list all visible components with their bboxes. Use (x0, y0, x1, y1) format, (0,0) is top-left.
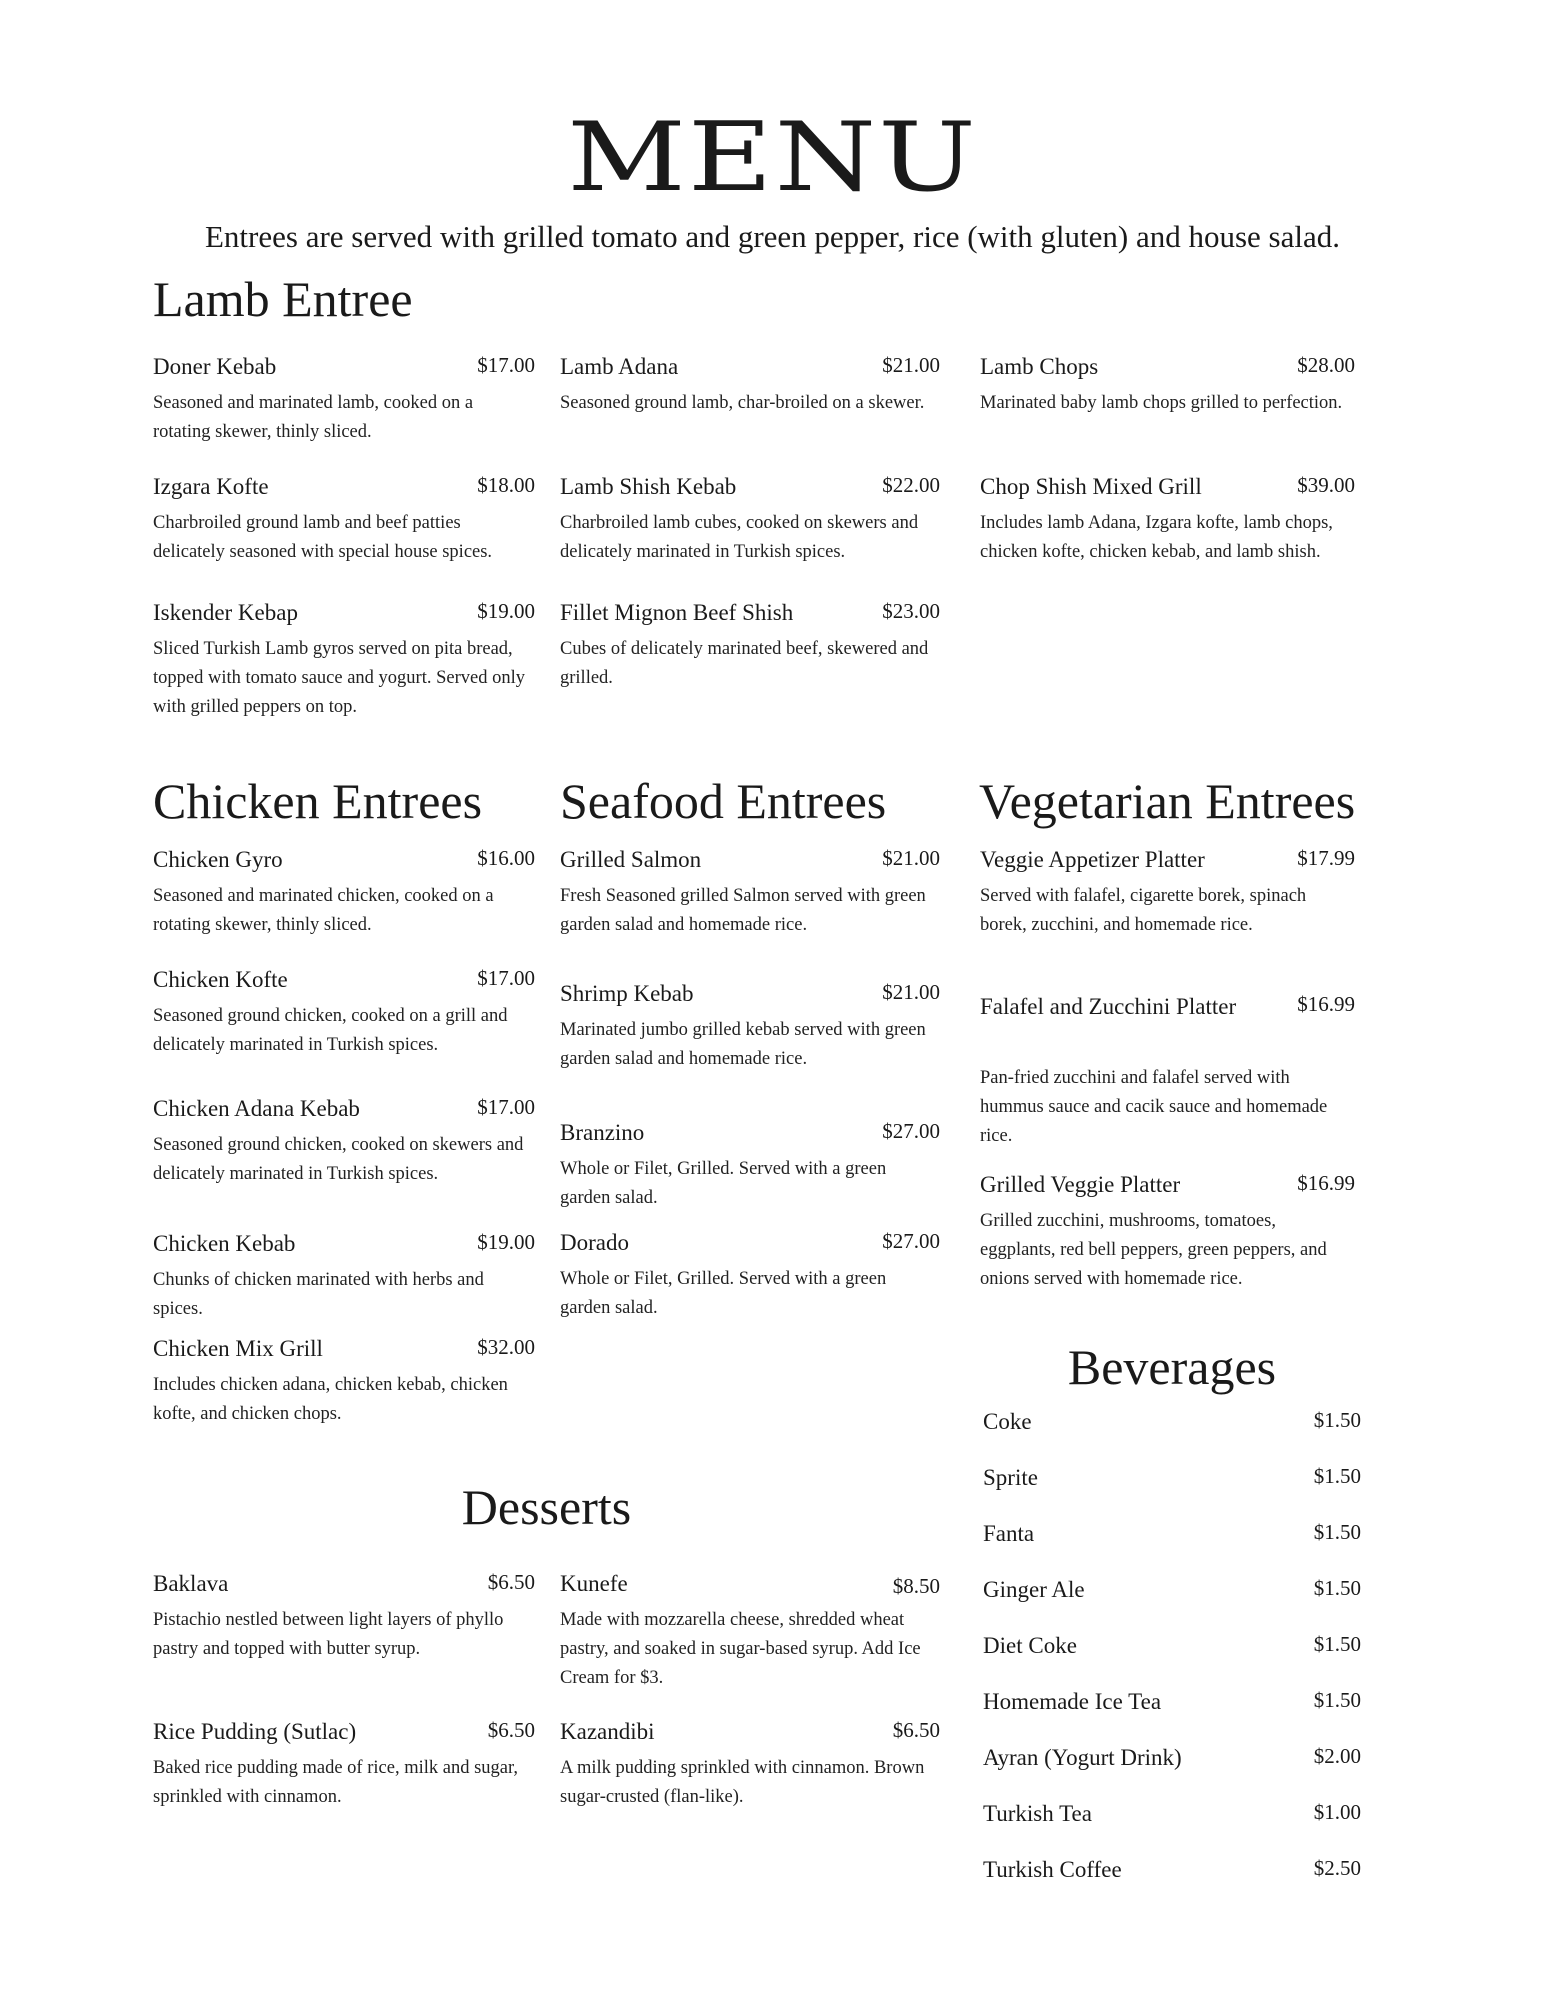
item-description: Whole or Filet, Grilled. Served with a green garden salad. (560, 1269, 887, 1318)
beverage-name: Sprite (983, 1465, 1038, 1490)
beverage-row (983, 1742, 1361, 1774)
menu-item-chicken-kebab (153, 1228, 535, 1324)
item-price: $32.00 (477, 1335, 535, 1359)
beverage-name: Turkish Coffee (983, 1857, 1122, 1882)
item-price: $17.99 (1297, 846, 1355, 870)
beverage-price: $1.50 (1313, 1464, 1361, 1488)
item-price: $17.00 (477, 353, 535, 377)
beverage-price: $1.00 (1313, 1800, 1361, 1824)
menu-item-chop-shish-mixed-grill (980, 471, 1355, 567)
item-price: $21.00 (882, 980, 940, 1004)
item-description: Chunks of chicken marinated with herbs and spices. (153, 1270, 484, 1319)
item-description: Sliced Turkish Lamb gyros served on pita bread, topped with tomato sauce and yogurt. Served only with grilled peppers on top. (153, 639, 525, 717)
menu-item-baklava (153, 1568, 535, 1664)
item-description: Seasoned and marinated chicken, cooked on a rotating skewer, thinly sliced. (153, 886, 494, 935)
item-price: $22.00 (882, 473, 940, 497)
item-price: $17.00 (477, 1095, 535, 1119)
item-description: Made with mozzarella cheese, shredded wheat pastry, and soaked in sugar-based syrup. Add Ice Cream for $3. (560, 1610, 921, 1688)
item-price: $23.00 (882, 599, 940, 623)
item-price: $28.00 (1297, 353, 1355, 377)
item-price: $16.99 (1297, 1171, 1355, 1195)
beverage-name: Turkish Tea (983, 1801, 1092, 1826)
item-name: Baklava (153, 1571, 229, 1596)
item-price: $21.00 (882, 846, 940, 870)
item-name: Kazandibi (560, 1719, 655, 1744)
beverage-row (983, 1518, 1361, 1550)
menu-item-dorado (560, 1227, 940, 1323)
menu-item-grilled-veggie-platter (980, 1169, 1355, 1294)
item-price: $6.50 (487, 1570, 535, 1594)
item-name: Grilled Salmon (560, 847, 702, 872)
item-description: Pistachio nestled between light layers of phyllo pastry and topped with butter syrup. (153, 1610, 504, 1659)
item-price: $19.00 (477, 599, 535, 623)
item-price: $17.00 (477, 966, 535, 990)
item-description: Grilled zucchini, mushrooms, tomatoes, eggplants, red bell peppers, green peppers, and onions served with homemade rice. (980, 1211, 1327, 1289)
menu-item-branzino (560, 1117, 940, 1213)
item-description: Marinated jumbo grilled kebab served with green garden salad and homemade rice. (560, 1020, 926, 1069)
beverage-row (983, 1686, 1361, 1718)
seafood-heading: Seafood Entrees (560, 773, 887, 829)
item-description: Seasoned ground chicken, cooked on skewers and delicately marinated in Turkish spices. (153, 1135, 524, 1184)
item-description: Marinated baby lamb chops grilled to perfection. (980, 393, 1343, 413)
item-description: Charbroiled ground lamb and beef patties delicately seasoned with special house spices. (153, 513, 493, 562)
item-price: $27.00 (882, 1229, 940, 1253)
menu-item-chicken-gyro (153, 844, 535, 940)
item-price: $6.50 (487, 1718, 535, 1742)
item-name: Chicken Mix Grill (153, 1336, 323, 1361)
item-description: Seasoned ground chicken, cooked on a grill and delicately marinated in Turkish spices. (153, 1006, 508, 1055)
menu-item-shrimp-kebab (560, 978, 940, 1074)
item-name: Branzino (560, 1120, 645, 1145)
menu-item-lamb-shish-kebab (560, 471, 940, 567)
item-name: Rice Pudding (Sutlac) (153, 1719, 357, 1744)
desserts-heading: Desserts (461, 1479, 632, 1535)
menu-item-izgara-kofte (153, 471, 535, 567)
menu-item-lamb-adana (560, 351, 940, 418)
beverage-name: Coke (983, 1409, 1032, 1434)
item-name: Chicken Gyro (153, 847, 283, 872)
item-description: Baked rice pudding made of rice, milk and sugar, sprinkled with cinnamon. (153, 1758, 519, 1807)
item-description: Fresh Seasoned grilled Salmon served with green garden salad and homemade rice. (560, 886, 926, 935)
chicken-heading: Chicken Entrees (153, 773, 483, 829)
item-name: Veggie Appetizer Platter (980, 847, 1205, 872)
beverage-row (983, 1574, 1361, 1606)
item-description: Whole or Filet, Grilled. Served with a green garden salad. (560, 1159, 887, 1208)
menu-item-chicken-kofte (153, 964, 535, 1060)
menu-item-kunefe (560, 1568, 940, 1693)
beverage-row (983, 1406, 1361, 1438)
menu-subtitle: Entrees are served with grilled tomato and green pepper, rice (with gluten) and house salad. (204, 219, 1340, 254)
item-description: Seasoned ground lamb, char-broiled on a skewer. (560, 393, 925, 413)
menu-item-veggie-appetizer-platter (980, 844, 1355, 940)
item-price: $16.00 (477, 846, 535, 870)
beverage-name: Diet Coke (983, 1633, 1077, 1658)
item-price: $18.00 (477, 473, 535, 497)
beverage-price: $1.50 (1313, 1688, 1361, 1712)
beverage-row (983, 1854, 1361, 1886)
item-price: $39.00 (1297, 473, 1355, 497)
item-name: Lamb Shish Kebab (560, 474, 737, 499)
item-name: Chicken Adana Kebab (153, 1096, 360, 1121)
item-description: Charbroiled lamb cubes, cooked on skewers and delicately marinated in Turkish spices. (560, 513, 919, 562)
beverage-price: $1.50 (1313, 1576, 1361, 1600)
item-description: Served with falafel, cigarette borek, spinach borek, zucchini, and homemade rice. (980, 886, 1307, 935)
item-name: Lamb Adana (560, 354, 679, 379)
menu-item-falafel-and-zucchini-platter (980, 990, 1355, 1151)
beverage-name: Ginger Ale (983, 1577, 1085, 1602)
menu-title: MENU (567, 102, 978, 213)
item-name: Kunefe (560, 1571, 628, 1596)
beverage-row (983, 1630, 1361, 1662)
item-name: Doner Kebab (153, 354, 277, 379)
menu-item-chicken-mix-grill (153, 1333, 535, 1429)
item-price: $6.50 (892, 1718, 940, 1742)
item-price: $27.00 (882, 1119, 940, 1143)
menu-item-fillet-mignon-beef-shish (560, 597, 940, 693)
item-price: $19.00 (477, 1230, 535, 1254)
item-description: Cubes of delicately marinated beef, skewered and grilled. (560, 639, 929, 688)
beverages-heading: Beverages (1067, 1339, 1277, 1395)
menu-item-doner-kebab (153, 351, 535, 447)
item-description: Pan-fried zucchini and falafel served with hummus sauce and cacik sauce and homemade rice. (980, 1068, 1328, 1146)
item-name: Lamb Chops (980, 354, 1099, 379)
beverage-price: $2.00 (1313, 1744, 1361, 1768)
beverage-price: $2.50 (1313, 1856, 1361, 1880)
item-description: Includes chicken adana, chicken kebab, chicken kofte, and chicken chops. (153, 1375, 508, 1424)
menu-item-lamb-chops (980, 351, 1355, 418)
lamb-heading: Lamb Entree (153, 271, 413, 327)
vegetarian-heading: Vegetarian Entrees (979, 773, 1356, 829)
item-name: Izgara Kofte (153, 474, 269, 499)
beverage-price: $1.50 (1313, 1408, 1361, 1432)
item-description: Seasoned and marinated lamb, cooked on a rotating skewer, thinly sliced. (153, 393, 474, 442)
menu-item-iskender-kebap (153, 597, 535, 722)
item-name: Grilled Veggie Platter (980, 1172, 1181, 1197)
menu-item-grilled-salmon (560, 844, 940, 940)
item-name: Chop Shish Mixed Grill (980, 474, 1202, 499)
menu-item-kazandibi (560, 1716, 940, 1812)
item-name: Falafel and Zucchini Platter (980, 994, 1237, 1019)
beverage-name: Ayran (Yogurt Drink) (983, 1745, 1182, 1770)
beverage-price: $1.50 (1313, 1632, 1361, 1656)
item-name: Shrimp Kebab (560, 981, 694, 1006)
item-name: Dorado (560, 1230, 629, 1255)
beverage-price: $1.50 (1313, 1520, 1361, 1544)
item-price: $21.00 (882, 353, 940, 377)
beverage-name: Fanta (983, 1521, 1035, 1546)
item-name: Chicken Kebab (153, 1231, 296, 1256)
menu-item-rice-pudding (153, 1716, 535, 1812)
item-description: A milk pudding sprinkled with cinnamon. Brown sugar-crusted (flan-like). (560, 1758, 925, 1807)
beverage-row (983, 1462, 1361, 1494)
item-name: Chicken Kofte (153, 967, 288, 992)
item-name: Iskender Kebap (153, 600, 298, 625)
item-description: Includes lamb Adana, Izgara kofte, lamb chops, chicken kofte, chicken kebab, and lamb shish. (980, 513, 1333, 562)
beverage-row (983, 1798, 1361, 1830)
item-price: $8.50 (892, 1574, 940, 1598)
item-name: Fillet Mignon Beef Shish (560, 600, 794, 625)
menu-item-chicken-adana-kebab (153, 1093, 535, 1189)
item-price: $16.99 (1297, 992, 1355, 1016)
beverage-name: Homemade Ice Tea (983, 1689, 1162, 1714)
